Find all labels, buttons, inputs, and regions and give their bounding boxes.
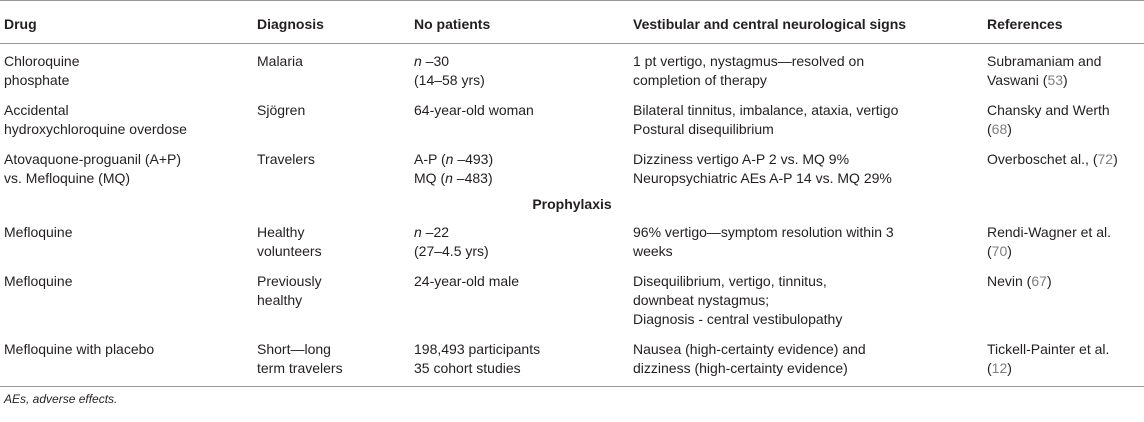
section-row: [0, 191, 1144, 215]
section-label: Prophylaxis: [532, 196, 612, 212]
patients-text: –493): [453, 151, 494, 167]
cell-patients: [410, 264, 629, 332]
cell-drug: [0, 93, 253, 142]
cell-signs: [629, 332, 983, 387]
patients-text: (14–58 yrs): [414, 72, 485, 88]
cell-drug: [0, 44, 253, 94]
cell-signs-line: 1 pt vertigo, nystagmus—resolved on: [633, 53, 865, 69]
table-row: [0, 215, 1144, 264]
patients-n: n: [414, 224, 422, 240]
table-row: [0, 44, 1144, 94]
reference-text: Vaswani (: [987, 72, 1048, 88]
cell-reference: [983, 332, 1144, 387]
reference-number-link[interactable]: 12: [991, 360, 1008, 376]
cell-diagnosis-line: Sjögren: [257, 102, 306, 118]
header-diagnosis: Diagnosis: [253, 1, 410, 44]
cell-diagnosis-line: Travelers: [257, 151, 315, 167]
cell-diagnosis-line: term travelers: [257, 360, 343, 376]
cell-diagnosis-line: Malaria: [257, 53, 303, 69]
cell-diagnosis-line: volunteers: [257, 243, 322, 259]
cell-signs-line: 96% vertigo—symptom resolution within 3: [633, 224, 894, 240]
patients-n: n: [445, 170, 453, 186]
cell-signs: [629, 44, 983, 94]
patients-text: –22: [421, 224, 450, 240]
cell-diagnosis: [253, 93, 410, 142]
reference-text: Overboschet al., (: [987, 151, 1098, 167]
patients-text: A-P (: [414, 151, 446, 167]
cell-patients: [410, 215, 629, 264]
cell-diagnosis-line: Healthy: [257, 224, 305, 240]
cell-drug-line: Chloroquine: [4, 53, 80, 69]
patients-text: 198,493 participants: [414, 341, 541, 357]
reference-text: ): [1063, 72, 1068, 88]
cell-reference: [983, 142, 1144, 191]
cell-drug-line: Atovaquone-proguanil (A+P): [4, 151, 182, 167]
cell-drug: [0, 332, 253, 387]
reference-text: (: [987, 360, 992, 376]
cell-patients: [410, 142, 629, 191]
cell-signs-line: Postural disequilibrium: [633, 121, 774, 137]
cell-patients: [410, 332, 629, 387]
reference-number-link[interactable]: 67: [1031, 273, 1047, 289]
reference-text: Subramaniam and: [987, 53, 1102, 69]
patients-text: 64-year-old woman: [414, 102, 534, 118]
cell-drug-line: Mefloquine with placebo: [4, 341, 155, 357]
patients-text: –483): [452, 170, 493, 186]
cell-signs: [629, 93, 983, 142]
cell-signs: [629, 142, 983, 191]
cell-diagnosis: [253, 215, 410, 264]
reference-text: ): [1046, 273, 1052, 289]
cell-signs-line: Dizziness vertigo A-P 2 vs. MQ 9%: [633, 151, 850, 167]
cell-signs-line: Disequilibrium, vertigo, tinnitus,: [633, 273, 827, 289]
cell-reference: [983, 215, 1144, 264]
reference-text: Nevin (: [987, 273, 1032, 289]
reference-number-link[interactable]: 70: [991, 243, 1008, 259]
cell-diagnosis: [253, 332, 410, 387]
reference-number-link[interactable]: 53: [1047, 72, 1064, 88]
cell-reference: [983, 44, 1144, 94]
reference-text: (: [987, 243, 992, 259]
reference-text: Chansky and Werth: [987, 102, 1110, 118]
cell-diagnosis-line: healthy: [257, 292, 303, 308]
cell-drug: [0, 264, 253, 332]
patients-text: –30: [421, 53, 450, 69]
reference-text: Rendi-Wagner et al.: [987, 224, 1111, 240]
cell-drug: [0, 142, 253, 191]
reference-text: ): [1007, 360, 1012, 376]
cell-drug-line: Accidental: [4, 102, 69, 118]
cell-signs-line: weeks: [633, 243, 673, 259]
cell-drug-line: Mefloquine: [4, 273, 73, 289]
cell-signs: [629, 215, 983, 264]
cell-signs-line: Diagnosis - central vestibulopathy: [633, 311, 843, 327]
patients-text: 35 cohort studies: [414, 360, 521, 376]
cell-reference: [983, 93, 1144, 142]
header-signs: Vestibular and central neurological signs: [629, 1, 983, 44]
cell-diagnosis-line: Previously: [257, 273, 322, 289]
table-footnote: AEs, adverse effects.: [4, 392, 118, 406]
cell-reference: [983, 264, 1144, 332]
cell-signs: [629, 264, 983, 332]
header-drug: Drug: [0, 1, 253, 44]
cell-patients: [410, 44, 629, 94]
cell-drug-line: vs. Mefloquine (MQ): [4, 170, 131, 186]
cell-diagnosis-line: Short—long: [257, 341, 331, 357]
patients-text: (27–4.5 yrs): [414, 243, 489, 259]
cell-diagnosis: [253, 44, 410, 94]
header-references: References: [983, 1, 1144, 44]
reference-text: (: [987, 121, 992, 137]
table-row: [0, 264, 1144, 332]
cell-signs-line: Bilateral tinnitus, imbalance, ataxia, vertigo: [633, 102, 899, 118]
reference-text: Tickell-Painter et al.: [987, 341, 1110, 357]
reference-number-link[interactable]: 72: [1097, 151, 1114, 167]
table-row: [0, 332, 1144, 387]
cell-drug-line: phosphate: [4, 72, 70, 88]
cell-drug: [0, 215, 253, 264]
cell-drug-line: hydroxychloroquine overdose: [4, 121, 187, 137]
cell-diagnosis: [253, 264, 410, 332]
patients-text: MQ (: [414, 170, 446, 186]
cell-signs-line: Neuropsychiatric AEs A-P 14 vs. MQ 29%: [633, 170, 892, 186]
patients-text: 24-year-old male: [414, 273, 520, 289]
patients-n: n: [445, 151, 454, 167]
reference-text: ): [1007, 121, 1012, 137]
cell-diagnosis: [253, 142, 410, 191]
table-row: [0, 93, 1144, 142]
cell-signs-line: completion of therapy: [633, 72, 767, 88]
table-row: [0, 142, 1144, 191]
reference-text: ): [1007, 243, 1012, 259]
cell-patients: [410, 93, 629, 142]
table-header-row: [0, 1, 1144, 44]
cell-signs-line: Nausea (high-certainty evidence) and: [633, 341, 866, 357]
cell-drug-line: Mefloquine: [4, 224, 73, 240]
reference-number-link[interactable]: 68: [991, 121, 1008, 137]
header-no-patients: No patients: [410, 1, 629, 44]
cell-signs-line: dizziness (high-certainty evidence): [633, 360, 848, 376]
reference-text: ): [1113, 151, 1118, 167]
patients-n: n: [414, 53, 422, 69]
cell-signs-line: downbeat nystagmus;: [633, 292, 770, 308]
